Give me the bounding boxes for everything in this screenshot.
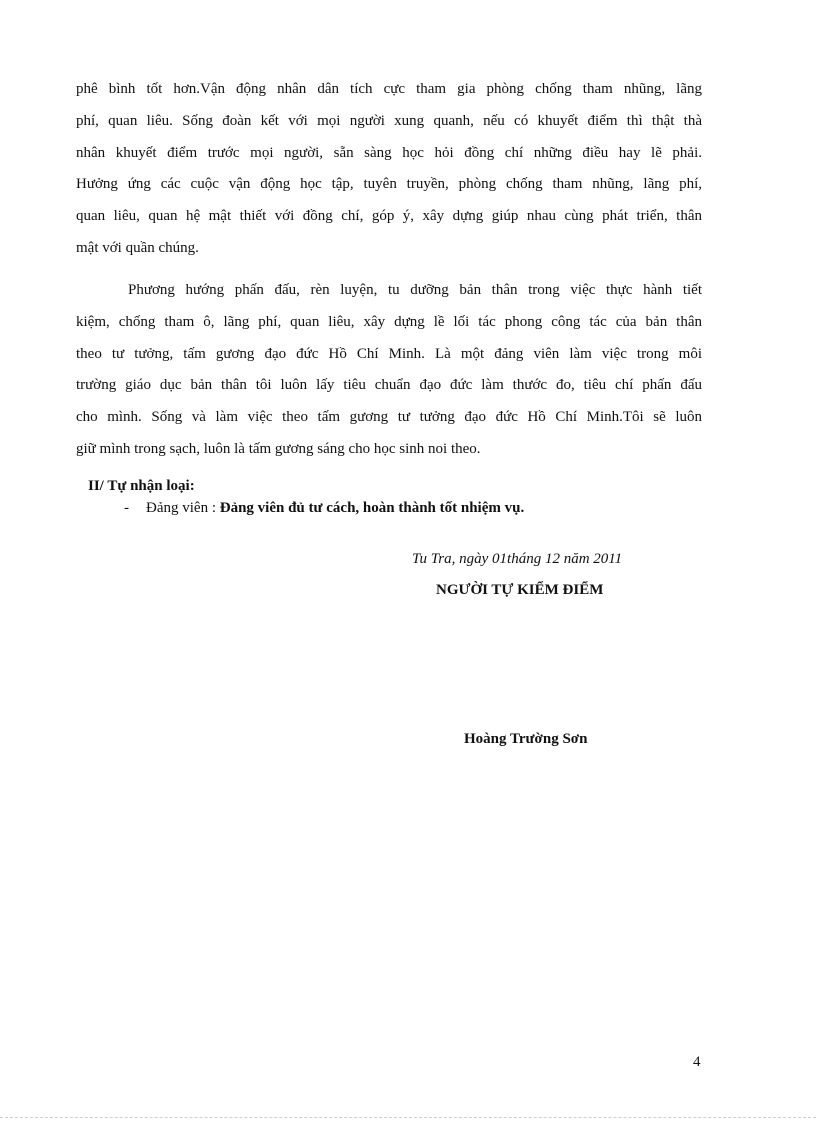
text-line: quan liêu, quan hệ mật thiết với đồng chí, góp ý, xây dựng giúp nhau cùng phát triển, thân bbox=[76, 208, 702, 225]
text-line: Hưởng ứng các cuộc vận động học tập, tuyên truyền, phòng chống tham nhũng, lãng phí, bbox=[76, 176, 702, 193]
page-bottom-divider bbox=[0, 1117, 816, 1118]
text-line: kiệm, chống tham ô, lãng phí, quan liêu, xây dựng lề lối tác phong công tác của bản thân bbox=[76, 313, 702, 330]
text-line: cho mình. Sống và làm việc theo tấm gương tư tưởng đạo đức Hồ Chí Minh.Tôi sẽ luôn bbox=[76, 409, 702, 426]
text-line: Phương hướng phấn đấu, rèn luyện, tu dưỡng bản thân trong việc thực hành tiết bbox=[128, 282, 702, 298]
text-line: phê bình tốt hơn.Vận động nhân dân tích cực tham gia phòng chống tham nhũng, lãng bbox=[76, 81, 702, 97]
paragraph-criticism bbox=[76, 74, 702, 265]
text-line: mật với quần chúng. bbox=[76, 239, 199, 256]
text-line: phí, quan liêu. Sống đoàn kết với mọi người xung quanh, nếu có khuyết điểm thì thật thà bbox=[76, 112, 702, 129]
signer-title: NGƯỜI TỰ KIỂM ĐIỂM bbox=[436, 582, 604, 598]
text-line: theo tư tưởng, tấm gương đạo đức Hồ Chí Minh. Là một đảng viên làm việc trong môi bbox=[76, 345, 702, 362]
page-number: 4 bbox=[693, 1054, 701, 1070]
place-date: Tu Tra, ngày 01tháng 12 năm 2011 bbox=[412, 551, 623, 567]
assessment-label: Đảng viên : bbox=[146, 500, 220, 516]
text-line: nhân khuyết điểm trước mọi người, sẵn sàng học hỏi đồng chí những điều hay lẽ phải. bbox=[76, 144, 702, 161]
text-line: giữ mình trong sạch, luôn là tấm gương sáng cho học sinh noi theo. bbox=[76, 440, 481, 457]
assessment-bullet bbox=[124, 500, 524, 517]
paragraph-direction bbox=[76, 275, 702, 466]
text-line: trường giáo dục bản thân tôi luôn lấy tiêu chuẩn đạo đức làm thước đo, tiêu chí phấn đấu bbox=[76, 377, 702, 394]
signer-name: Hoàng Trường Sơn bbox=[464, 731, 588, 747]
section-heading: II/ Tự nhận loại: bbox=[88, 478, 195, 494]
bullet-marker: - bbox=[124, 500, 129, 516]
assessment-value: Đảng viên đủ tư cách, hoàn thành tốt nhiệm vụ. bbox=[219, 500, 525, 516]
